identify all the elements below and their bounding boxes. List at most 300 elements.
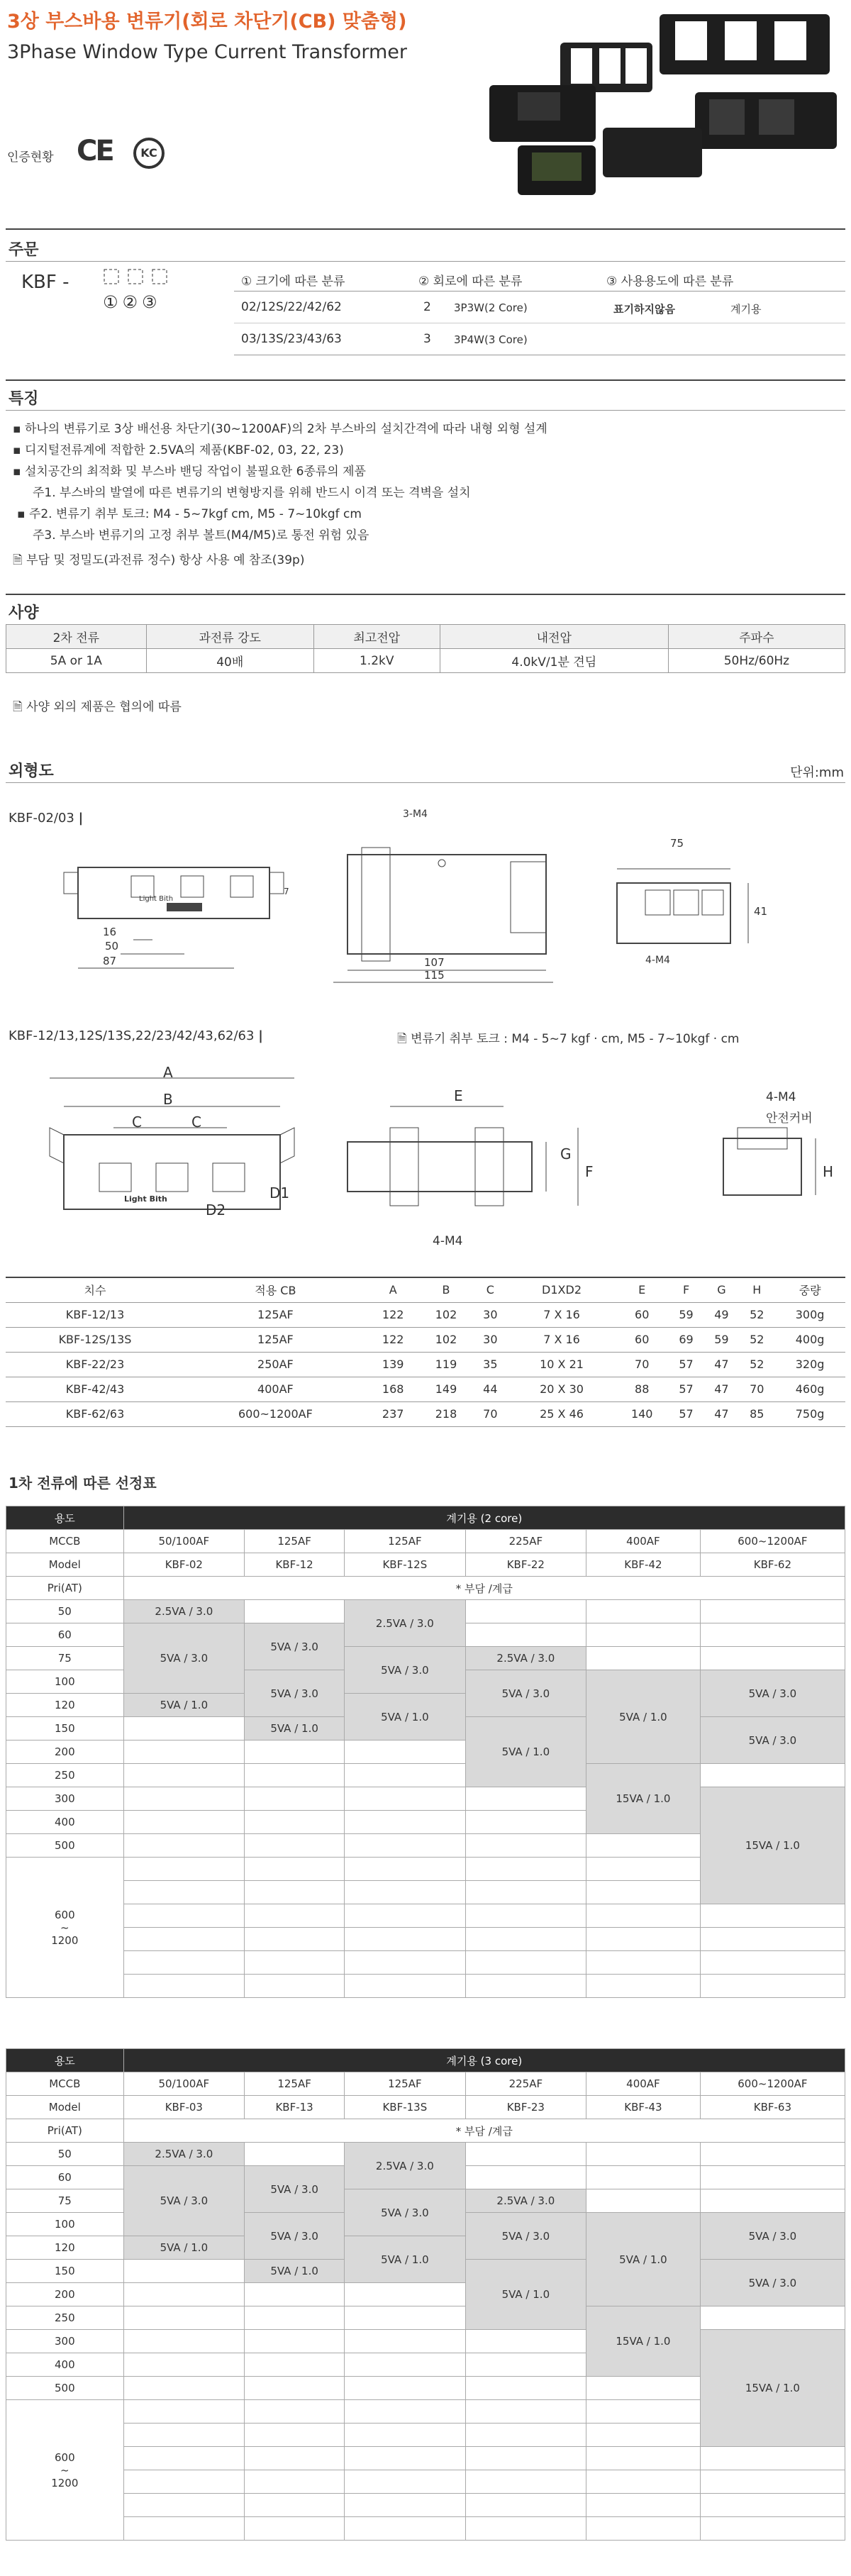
table-header: G [703, 1277, 739, 1302]
dim-label: 4-M4 [645, 955, 670, 966]
table-cell: 52 [739, 1302, 774, 1327]
table-cell: 15VA / 1.0 [586, 1764, 701, 1834]
product-photo [475, 0, 851, 213]
table-cell: 50/100AF [123, 1530, 244, 1553]
table-cell: 125AF [184, 1327, 367, 1352]
table-row [6, 2306, 845, 2330]
table-cell: 140 [616, 1401, 669, 1426]
table-cell: * 부담 /계급 [123, 2119, 845, 2143]
features-title: 특징 [9, 390, 39, 408]
letter-label: 안전커버 [766, 1111, 813, 1126]
table-cell: KBF-02 [123, 1553, 244, 1577]
feature-subnote: 주3. 부스바 변류기의 고정 취부 볼트(M4/M5)로 통전 위험 있음 [33, 528, 369, 543]
table-cell [245, 2330, 345, 2353]
table-header: 치수 [6, 1277, 184, 1302]
pri-cell: 50 [6, 1600, 124, 1623]
pri-cell: 400 [6, 1811, 124, 1834]
table-cell [465, 2330, 586, 2353]
table-cell: KBF-12S [345, 1553, 465, 1577]
spec-table: 2차 전류 과전류 강도 최고전압 내전압 주파수 5A or 1A 40배 1.2kV 4.0kV/1분 견딤 50Hz/60Hz [6, 624, 845, 673]
table-cell [586, 1951, 701, 1975]
table-cell [123, 1764, 244, 1787]
outline-title: 외형도 [9, 762, 54, 780]
table-cell: 47 [703, 1377, 739, 1401]
table-cell: 5VA / 3.0 [123, 2166, 244, 2236]
table-cell [245, 1764, 345, 1787]
table-cell [345, 1975, 465, 1998]
dim-label: 107 [424, 956, 445, 969]
table-cell [123, 2470, 244, 2494]
table-cell: KBF-43 [586, 2096, 701, 2119]
table-header: A [367, 1277, 420, 1302]
table-cell: 5VA / 1.0 [123, 1694, 244, 1717]
table-cell: 2.5VA / 3.0 [123, 2143, 244, 2166]
table-cell [345, 2424, 465, 2447]
order-row2-circuit: 3P4W(3 Core) [454, 333, 528, 346]
table-row [6, 2143, 845, 2166]
table-cell [700, 1647, 845, 1670]
dim-label: 87 [103, 955, 117, 967]
table-cell [586, 1928, 701, 1951]
table-cell [465, 2353, 586, 2377]
pri-cell: 250 [6, 2306, 124, 2330]
table-cell: 149 [420, 1377, 473, 1401]
table-header: D1XD2 [508, 1277, 616, 1302]
letter-label: C [191, 1114, 201, 1131]
table-cell: KBF-42/43 [6, 1377, 184, 1401]
table-cell: KBF-62 [700, 1553, 845, 1577]
pri-cell: 500 [6, 2377, 124, 2400]
table-row [6, 1530, 845, 1553]
table-cell: KBF-13S [345, 2096, 465, 2119]
memo-icon: 🗎 [397, 1032, 407, 1046]
pri-cell: 120 [6, 1694, 124, 1717]
table-cell: 5VA / 3.0 [245, 2213, 345, 2260]
table-cell [245, 1600, 345, 1623]
letter-label: G [560, 1145, 572, 1162]
table-row [6, 1506, 845, 1530]
table-cell [123, 2283, 244, 2306]
table-cell: 5VA / 3.0 [345, 2189, 465, 2236]
table-cell: 85 [739, 1401, 774, 1426]
table-cell: 750g [774, 1401, 845, 1426]
table-cell: 5VA / 1.0 [345, 2236, 465, 2283]
table-cell [586, 1623, 701, 1647]
table-cell: MCCB [6, 2072, 124, 2096]
table-header: H [739, 1277, 774, 1302]
pri-cell: 200 [6, 1741, 124, 1764]
table-cell [123, 2330, 244, 2353]
table-cell [465, 2517, 586, 2541]
table-cell [586, 1647, 701, 1670]
pri-cell: 150 [6, 2260, 124, 2283]
table-row [6, 1904, 845, 1928]
table-cell [586, 2189, 701, 2213]
table-cell [586, 2377, 701, 2400]
table-cell [123, 1881, 244, 1904]
ce-mark-icon: CE [77, 135, 113, 167]
table-cell [245, 2447, 345, 2470]
table-cell: KBF-22/23 [6, 1352, 184, 1377]
feature-subnote: ▪ 주2. 변류기 취부 토크: M4 - 5~7kgf cm, M5 - 7~10kgf cm [17, 507, 362, 521]
table-cell [700, 2306, 845, 2330]
table-cell [123, 1811, 244, 1834]
table-cell [345, 2283, 465, 2306]
pri-cell: 500 [6, 1834, 124, 1858]
dimension-table [6, 1277, 845, 1427]
table-cell [586, 2447, 701, 2470]
table-row [6, 2517, 845, 2541]
table-row [6, 1951, 845, 1975]
order-code-boxes [103, 268, 174, 287]
diagram1-label: KBF-02/03 | [9, 811, 84, 826]
table-cell [465, 1858, 586, 1881]
table-cell: KBF-22 [465, 1553, 586, 1577]
table-cell [586, 2517, 701, 2541]
table-cell [245, 1975, 345, 1998]
torque-note: 🗎 변류기 취부 토크 : M4 - 5~7 kgf · cm, M5 - 7~10kgf · cm [397, 1032, 740, 1046]
order-col3-header: ③ 사용용도에 따른 분류 [606, 274, 734, 289]
table-cell: 5VA / 1.0 [123, 2236, 244, 2260]
table-cell [700, 1623, 845, 1647]
table-cell [586, 2143, 701, 2166]
pri-cell: 150 [6, 1717, 124, 1741]
order-row1-circuit: 3P3W(2 Core) [454, 301, 528, 314]
table-cell: 125AF [345, 1530, 465, 1553]
table-cell [123, 1904, 244, 1928]
table-row [6, 2330, 845, 2353]
feature-item: ▪ 디지털전류계에 적합한 2.5VA의 제품(KBF-02, 03, 22, 23) [13, 443, 344, 457]
table-cell: 5VA / 1.0 [586, 2213, 701, 2306]
table-cell [465, 1928, 586, 1951]
table-cell [700, 2143, 845, 2166]
table-cell [465, 1834, 586, 1858]
table-row [6, 2049, 845, 2072]
table-row [6, 1302, 845, 1327]
table-cell [345, 1928, 465, 1951]
table-cell [245, 1881, 345, 1904]
table-cell: MCCB [6, 1530, 124, 1553]
table-header: B [420, 1277, 473, 1302]
pri-cell: 100 [6, 1670, 124, 1694]
table-cell: 60 [616, 1327, 669, 1352]
table-cell: 600~1200AF [184, 1401, 367, 1426]
table-cell: 35 [472, 1352, 508, 1377]
table-row [6, 1975, 845, 1998]
table-cell [345, 1764, 465, 1787]
table-cell: 139 [367, 1352, 420, 1377]
table-cell [123, 2447, 244, 2470]
letter-label: H [823, 1163, 834, 1180]
table-cell [345, 1881, 465, 1904]
table-cell [465, 1975, 586, 1998]
table-cell [345, 2470, 465, 2494]
table-cell: 15VA / 1.0 [700, 2330, 845, 2447]
table-row [6, 2494, 845, 2517]
table-cell [345, 2377, 465, 2400]
table-row [6, 1377, 845, 1401]
letter-label: F [585, 1163, 594, 1180]
table-cell [245, 1858, 345, 1881]
table-cell: 계기용 (3 core) [123, 2049, 845, 2072]
table-cell [586, 1881, 701, 1904]
table-cell: 400AF [586, 2072, 701, 2096]
feature-ref: 🗎 부담 및 정밀도(과전류 정수) 항상 사용 예 참조(39p) [13, 553, 305, 567]
pri-cell: 50 [6, 2143, 124, 2166]
pri-cell: 600 ~ 1200 [6, 1858, 124, 1998]
table-cell: 122 [367, 1302, 420, 1327]
table-row [6, 2096, 845, 2119]
order-row1-size: 02/12S/22/42/62 [241, 300, 342, 314]
table-cell: 57 [669, 1401, 704, 1426]
table-cell [586, 1858, 701, 1881]
table-cell [123, 1928, 244, 1951]
page-subtitle: 3Phase Window Type Current Transformer [7, 41, 408, 63]
table-cell: 400AF [586, 1530, 701, 1553]
feature-item: ▪ 설치공간의 최적화 및 부스바 밴딩 작업이 불필요한 6종류의 제품 [13, 465, 366, 479]
table-cell: 225AF [465, 2072, 586, 2096]
table-cell [123, 1787, 244, 1811]
table-cell [700, 1951, 845, 1975]
table-cell [700, 1928, 845, 1951]
dim-label: 41 [754, 905, 768, 918]
table-cell: 125AF [184, 1302, 367, 1327]
table-cell [245, 1904, 345, 1928]
table-cell: 5VA / 1.0 [345, 1694, 465, 1741]
table-cell: 600~1200AF [700, 1530, 845, 1553]
table-cell: 57 [669, 1377, 704, 1401]
table-header: 중량 [774, 1277, 845, 1302]
table-cell [700, 2189, 845, 2213]
order-col1-header: ① 크기에 따른 분류 [241, 274, 345, 289]
table-cell [345, 1858, 465, 1881]
table-row [6, 2119, 845, 2143]
order-code-prefix: KBF - [21, 272, 69, 293]
table-cell: 300g [774, 1302, 845, 1327]
table-cell [345, 2517, 465, 2541]
letter-label: 4-M4 [766, 1090, 796, 1104]
order-title: 주문 [9, 241, 39, 259]
table-cell: 7 X 16 [508, 1302, 616, 1327]
table-row [6, 2447, 845, 2470]
dim-label: 16 [103, 926, 117, 938]
table-cell [345, 2494, 465, 2517]
table-cell [465, 2166, 586, 2189]
table-cell: 5VA / 3.0 [700, 2260, 845, 2306]
table-cell: 225AF [465, 1530, 586, 1553]
table-header: C [472, 1277, 508, 1302]
table-cell [123, 2494, 244, 2517]
table-cell [345, 1904, 465, 1928]
table-cell: 47 [703, 1352, 739, 1377]
table-cell: 59 [703, 1327, 739, 1352]
table-cell: 5VA / 3.0 [345, 1647, 465, 1694]
table-cell: 15VA / 1.0 [586, 2306, 701, 2377]
table-cell [245, 1741, 345, 1764]
table-cell: 70 [616, 1352, 669, 1377]
table-cell [345, 1741, 465, 1764]
table-cell: 320g [774, 1352, 845, 1377]
table-cell [123, 2424, 244, 2447]
table-cell: 5VA / 3.0 [245, 1670, 345, 1717]
table-cell: 69 [669, 1327, 704, 1352]
pri-cell: 75 [6, 1647, 124, 1670]
table-cell [465, 2470, 586, 2494]
table-cell [700, 1975, 845, 1998]
table-cell [586, 2470, 701, 2494]
table-cell: 5VA / 3.0 [465, 1670, 586, 1717]
table-cell [465, 2143, 586, 2166]
table-cell: 125AF [345, 2072, 465, 2096]
table-cell [245, 2517, 345, 2541]
page-title: 3상 부스바용 변류기(회로 차단기(CB) 맞춤형) [7, 11, 407, 33]
table-cell: 119 [420, 1352, 473, 1377]
table-cell [700, 2517, 845, 2541]
table-cell [465, 2494, 586, 2517]
table-cell [465, 1881, 586, 1904]
table-cell [245, 2470, 345, 2494]
table-cell [345, 1811, 465, 1834]
table-cell [245, 2377, 345, 2400]
table-cell: 59 [669, 1302, 704, 1327]
table-cell: 7 X 16 [508, 1327, 616, 1352]
table-cell: KBF-63 [700, 2096, 845, 2119]
order-row1-usage: 계기용 [730, 303, 762, 316]
table-cell: 70 [739, 1377, 774, 1401]
memo-icon: 🗎 [13, 553, 23, 567]
spec-note: 🗎 사양 외의 제품은 협의에 따름 [13, 700, 182, 714]
letter-label: C [132, 1114, 142, 1131]
selection-table-2core [6, 1506, 845, 1998]
spec-title: 사양 [9, 604, 39, 622]
letter-label: 4-M4 [433, 1234, 463, 1248]
table-row [6, 1553, 845, 1577]
pri-cell: 120 [6, 2236, 124, 2260]
table-cell: 15VA / 1.0 [700, 1787, 845, 1904]
table-cell [586, 2424, 701, 2447]
table-row [6, 1352, 845, 1377]
table-cell: 125AF [245, 1530, 345, 1553]
table-cell [245, 1811, 345, 1834]
table-cell [123, 2400, 244, 2424]
table-cell: 30 [472, 1327, 508, 1352]
table-cell [586, 1600, 701, 1623]
table-cell: 44 [472, 1377, 508, 1401]
selection-table-3core [6, 2048, 845, 2541]
table-cell [465, 1951, 586, 1975]
table-cell: 400AF [184, 1377, 367, 1401]
table-cell [586, 1975, 701, 1998]
table-cell: 30 [472, 1302, 508, 1327]
table-cell [586, 2166, 701, 2189]
table-row [6, 1327, 845, 1352]
selection-title: 1차 전류에 따른 선정표 [9, 1475, 157, 1492]
table-cell [123, 2353, 244, 2377]
pri-cell: 60 [6, 2166, 124, 2189]
table-cell [465, 2447, 586, 2470]
table-cell: 218 [420, 1401, 473, 1426]
table-cell [245, 2424, 345, 2447]
order-col2-header: ② 회로에 따른 분류 [418, 274, 523, 289]
table-cell: KBF-23 [465, 2096, 586, 2119]
table-cell [345, 1787, 465, 1811]
table-cell: 237 [367, 1401, 420, 1426]
table-cell: 5VA / 1.0 [245, 1717, 345, 1741]
table-cell [345, 2353, 465, 2377]
table-cell [123, 1717, 244, 1741]
table-cell [123, 1741, 244, 1764]
pri-cell: 75 [6, 2189, 124, 2213]
table-header: F [669, 1277, 704, 1302]
pri-cell: 300 [6, 1787, 124, 1811]
table-cell [700, 2494, 845, 2517]
table-cell [465, 1600, 586, 1623]
table-cell [465, 1623, 586, 1647]
diagram2-label: KBF-12/13,12S/13S,22/23/42/43,62/63 | [9, 1028, 263, 1043]
table-header: E [616, 1277, 669, 1302]
order-row1-circuit-num: 2 [423, 300, 431, 314]
table-cell: 5VA / 1.0 [586, 1670, 701, 1764]
table-cell: Model [6, 2096, 124, 2119]
table-cell: 5VA / 3.0 [245, 2166, 345, 2213]
table-cell: 2.5VA / 3.0 [465, 2189, 586, 2213]
table-cell [465, 2400, 586, 2424]
table-row [6, 1600, 845, 1623]
brand-label: Light Bith [124, 1194, 167, 1204]
table-row [6, 1401, 845, 1426]
table-cell [123, 1834, 244, 1858]
table-cell: 52 [739, 1352, 774, 1377]
table-cell [245, 2400, 345, 2424]
table-cell [700, 2166, 845, 2189]
table-cell: 52 [739, 1327, 774, 1352]
table-cell [123, 1975, 244, 1998]
dim-label: 75 [670, 837, 684, 850]
table-cell [245, 1951, 345, 1975]
memo-icon: 🗎 [13, 700, 23, 714]
pri-cell: 250 [6, 1764, 124, 1787]
diagram-kbf12 [21, 1057, 837, 1234]
table-cell: Pri(AT) [6, 1577, 124, 1600]
table-cell [465, 2377, 586, 2400]
table-cell: Pri(AT) [6, 2119, 124, 2143]
table-cell: 10 X 21 [508, 1352, 616, 1377]
letter-label: B [163, 1091, 173, 1108]
order-code-circles: ①②③ [103, 292, 162, 312]
cert-label: 인증현황 [7, 150, 54, 165]
table-cell [123, 2377, 244, 2400]
table-cell: 2.5VA / 3.0 [345, 2143, 465, 2189]
table-cell: 5VA / 3.0 [700, 1717, 845, 1764]
table-cell [345, 1834, 465, 1858]
table-cell: 25 X 46 [508, 1401, 616, 1426]
table-cell: 125AF [245, 2072, 345, 2096]
letter-label: A [163, 1064, 173, 1081]
table-cell [123, 1951, 244, 1975]
diagram1-m4: 3-M4 [403, 809, 428, 820]
table-cell: 5VA / 3.0 [700, 2213, 845, 2260]
table-cell: 88 [616, 1377, 669, 1401]
table-cell: 49 [703, 1302, 739, 1327]
table-cell [700, 1904, 845, 1928]
table-cell: 계기용 (2 core) [123, 1506, 845, 1530]
table-cell: 용도 [6, 2049, 124, 2072]
table-cell: 2.5VA / 3.0 [123, 1600, 244, 1623]
table-cell [586, 1834, 701, 1858]
order-row2-circuit-num: 3 [423, 332, 431, 346]
table-cell [345, 2447, 465, 2470]
kc-mark-icon: KC [133, 138, 165, 169]
